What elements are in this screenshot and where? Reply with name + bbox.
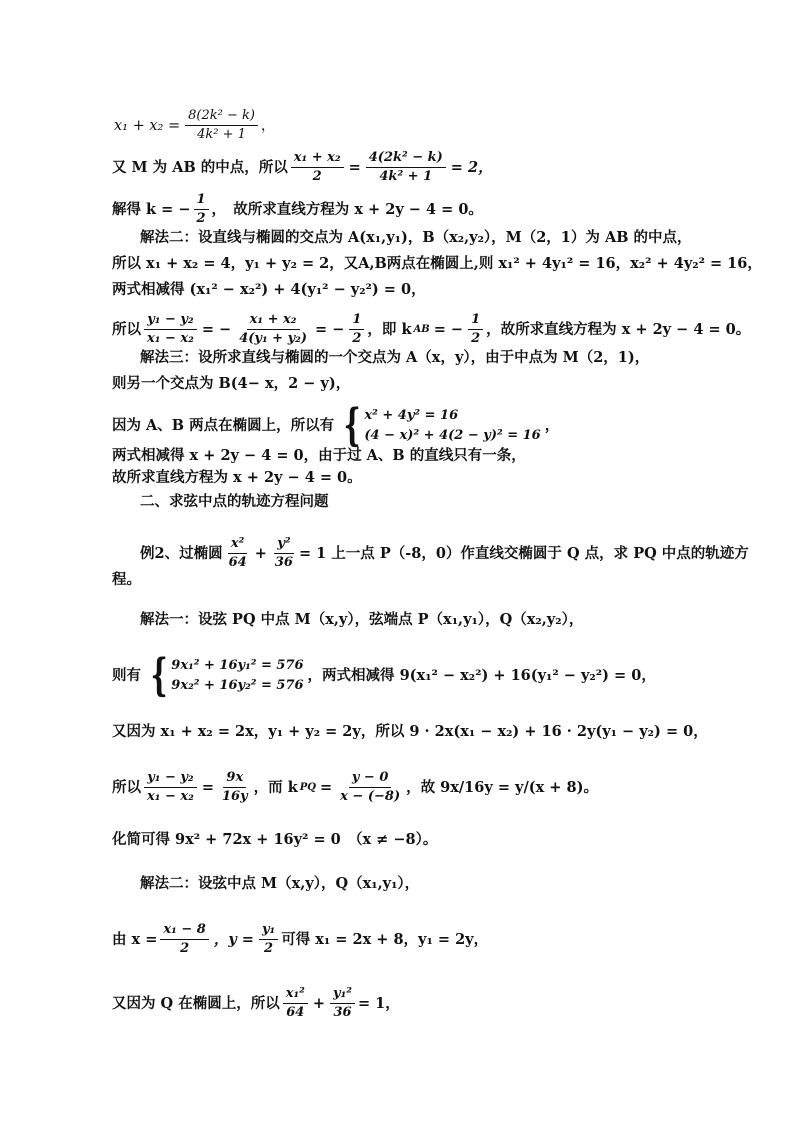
text: ，y = [213, 930, 254, 948]
frac-num: x₁ + x₂ [247, 312, 300, 330]
frac-num: 1 [349, 312, 364, 330]
text: ， 故所求直线方程为 x + 2y − 4 = 0。 [211, 200, 483, 218]
frac-num: 4(2k² − k) [366, 150, 446, 168]
line-22 [112, 922, 488, 957]
frac-den: 4k² + 1 [379, 169, 433, 184]
fraction [330, 986, 355, 1021]
heading-text: 二、求弦中点的轨迹方程问题 [140, 493, 329, 510]
line-19 [112, 770, 598, 805]
text: 又因为 x₁ + x₂ = 2x，y₁ + y₂ = 2y，所以 9 · 2x(x₁ − x₂) + 16 · 2y(y₁ − y₂) = 0， [112, 723, 708, 740]
system-row: 9x₁² + 16y₁² = 576 [171, 658, 304, 673]
text: 可得 x₁ = 2x + 8，y₁ = 2y， [281, 930, 489, 948]
op: = [348, 158, 361, 176]
text: 解得 k = − [112, 200, 191, 218]
frac-num: x² [228, 536, 247, 554]
frac-den: 16y [222, 789, 248, 804]
frac-den: 2 [196, 211, 206, 226]
line-10 [112, 400, 560, 451]
system-row: 9x₂² + 16y₂² = 576 [171, 678, 304, 693]
op: = − [315, 320, 345, 338]
text: = 1， [357, 994, 400, 1012]
fraction [160, 922, 208, 957]
text: 因为 A、B 两点在椭圆上，所以有 [112, 417, 335, 434]
line-11 [112, 446, 526, 466]
fraction [226, 536, 250, 571]
text: 程。 [112, 571, 141, 588]
line-7 [112, 312, 750, 347]
equation-system [145, 650, 304, 701]
text: 所以 x₁ + x₂ = 4，y₁ + y₂ = 2，又A,B两点在椭圆上,则 x₁² + 4y₁² = 16，x₂² + 4y₂² = 16， [112, 255, 762, 272]
frac-den: 2 [352, 331, 362, 346]
fraction [236, 312, 310, 347]
frac-den: 4k² + 1 [197, 127, 246, 142]
line-16 [140, 610, 583, 630]
line-18 [112, 722, 708, 742]
brace: { [150, 650, 168, 701]
op: + [254, 544, 267, 562]
text: ，两式相减得 9(x₁² − x₂²) + 16(y₁² − y₂²) = 0， [307, 667, 656, 684]
subscript: PQ [299, 781, 316, 793]
frac-num: x₁ − 8 [160, 922, 208, 940]
line-15 [112, 570, 141, 590]
frac-num: y − 0 [349, 770, 392, 788]
line-3 [112, 192, 483, 227]
fraction [185, 108, 258, 143]
text: 解法二：设直线与椭圆的交点为 A(x₁,y₁)，B（x₂,y₂），M（2，1）为 AB 的中点， [140, 229, 692, 246]
text: 则另一个交点为 B(4− x，2 − y)， [112, 375, 351, 392]
fraction [337, 770, 403, 805]
fraction [291, 150, 344, 185]
system-row: x² + 4y² = 16 [364, 408, 459, 423]
frac-num: 9x [223, 770, 246, 788]
subscript: AB [413, 323, 430, 335]
text: ，故 9x/16y = y/(x + 8)。 [406, 778, 598, 796]
text: = 2， [450, 158, 493, 176]
frac-den: x₁ − x₂ [147, 789, 194, 804]
text: 解法二：设弦中点 M（x,y），Q（x₁,y₁）， [140, 875, 420, 892]
frac-num: y₁ [259, 922, 278, 940]
fraction [194, 192, 209, 227]
text: 解法三：设所求直线与椭圆的一个交点为 A（x，y），由于中点为 M（2，1)， [140, 349, 650, 366]
text: 化简可得 9x² + 72x + 16y² = 0 （x ≠ −8）。 [112, 831, 438, 848]
fraction [219, 770, 251, 805]
punct: ， [260, 117, 276, 134]
text: = 1 上一点 P（-8，0）作直线交椭圆于 Q 点，求 PQ 中点的轨迹方 [298, 544, 749, 562]
line-14 [140, 536, 749, 571]
frac-num: 1 [468, 312, 483, 330]
frac-den: x₁ − x₂ [147, 331, 194, 346]
op: = − [201, 320, 232, 338]
brace: { [343, 400, 361, 451]
frac-num: 8(2k² − k) [185, 108, 258, 126]
text: 故所求直线方程为 x + 2y − 4 = 0。 [112, 469, 362, 486]
line-21 [140, 874, 419, 894]
text: 由 x = [112, 930, 158, 948]
fraction [349, 312, 364, 347]
line-20 [112, 830, 437, 850]
op: + [312, 994, 326, 1012]
section-heading [140, 492, 329, 512]
op: = [201, 778, 214, 796]
line-9 [112, 374, 350, 394]
line-4 [140, 228, 692, 248]
frac-num: 1 [194, 192, 209, 210]
text: 例2、过椭圆 [140, 544, 223, 562]
punct: ， [544, 417, 560, 434]
frac-num: y₁ − y₂ [144, 312, 196, 330]
line-6 [112, 280, 426, 300]
equation-system [338, 400, 541, 451]
text: 两式相减得 (x₁² − x₂²) + 4(y₁² − y₂²) = 0， [112, 281, 426, 298]
line-12 [112, 468, 362, 488]
text: 两式相减得 x + 2y − 4 = 0，由于过 A、B 的直线只有一条， [112, 447, 526, 464]
frac-den: 64 [228, 555, 247, 570]
frac-num: y₁² [330, 986, 355, 1004]
frac-den: x − (−8) [340, 789, 401, 804]
line-2 [112, 150, 495, 185]
frac-num: y₁ − y₂ [144, 770, 196, 788]
fraction [259, 922, 278, 957]
line-8 [140, 348, 649, 368]
fraction [366, 150, 446, 185]
op: = [320, 778, 333, 796]
fraction [283, 986, 308, 1021]
frac-num: x₁ + x₂ [291, 150, 344, 168]
text: 所以 [112, 778, 141, 796]
frac-den: 2 [312, 169, 322, 184]
frac-den: 36 [333, 1005, 352, 1020]
frac-num: x₁² [283, 986, 308, 1004]
op: = − [433, 320, 464, 338]
frac-den: 2 [180, 941, 190, 956]
text: 又 M 为 AB 的中点，所以 [112, 158, 288, 176]
line-17 [112, 650, 656, 701]
line-23 [112, 986, 400, 1021]
system-row: (4 − x)² + 4(2 − y)² = 16 [364, 428, 541, 443]
frac-den: 2 [264, 941, 274, 956]
text: ，故所求直线方程为 x + 2y − 4 = 0。 [486, 320, 751, 338]
fraction [272, 536, 296, 571]
text: 则有 [112, 667, 141, 684]
text: ，而 k [253, 778, 298, 796]
fraction [144, 312, 197, 347]
text: 又因为 Q 在椭圆上，所以 [112, 994, 280, 1012]
frac-num: y² [274, 536, 293, 554]
frac-den: 64 [286, 1005, 305, 1020]
text: 解法一：设弦 PQ 中点 M（x,y），弦端点 P（x₁,y₁），Q（x₂,y₂）， [140, 611, 584, 628]
fraction [144, 770, 197, 805]
frac-den: 2 [471, 331, 481, 346]
line-5 [112, 254, 762, 274]
text: 所以 [112, 320, 141, 338]
frac-den: 36 [274, 555, 293, 570]
frac-den: 4(y₁ + y₂) [239, 331, 307, 346]
equation-lhs: x₁ + x₂ = [114, 117, 181, 134]
text: ，即 k [367, 320, 412, 338]
fraction [468, 312, 483, 347]
line-1 [112, 108, 275, 143]
